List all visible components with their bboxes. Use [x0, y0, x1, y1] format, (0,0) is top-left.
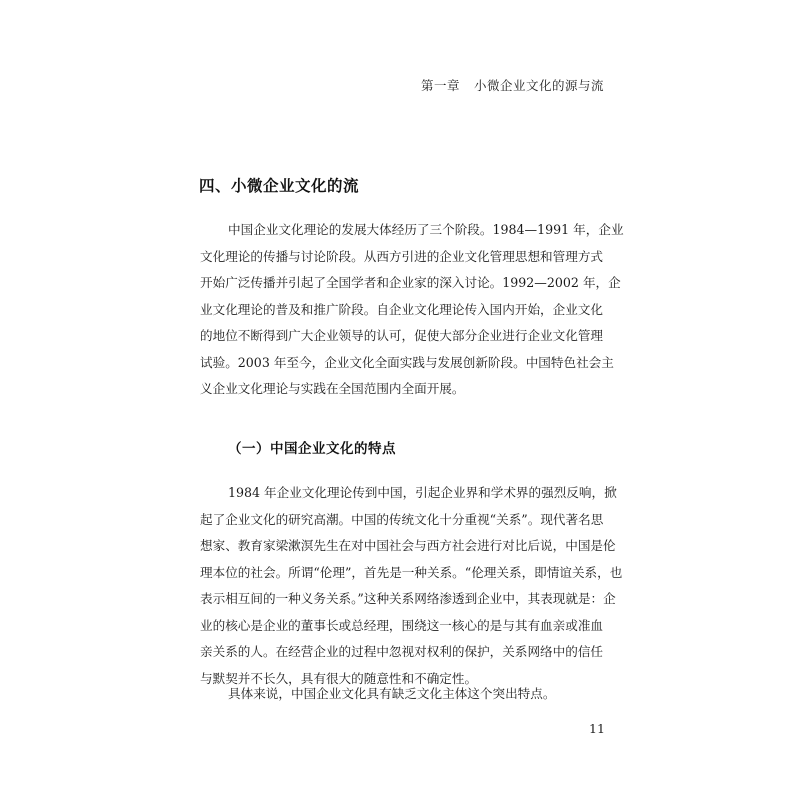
paragraph-line: 义企业文化理论与实践在全国范围内全面开展。: [200, 381, 465, 396]
paragraph-line: 理本位的社会。所谓“伦理”，首先是一种关系。“伦理关系，即情谊关系，也: [200, 564, 623, 580]
paragraph-line: 起了企业文化的研究高潮。中国的传统文化十分重视“关系”。现代著名思: [200, 511, 604, 527]
chapter-title: 小微企业文化的源与流: [473, 78, 604, 93]
paragraph-line: 具体来说，中国企业文化具有缺乏文化主体这个突出特点。: [228, 686, 556, 701]
paragraph-line: 的地位不断得到广大企业领导的认可，促使大部分企业进行企业文化管理: [200, 328, 603, 343]
paragraph-stages: [200, 217, 624, 403]
page-number: 11: [589, 721, 605, 736]
paragraph-line: 试验。2003 年至今，企业文化全面实践与发展创新阶段。中国特色社会主: [200, 354, 614, 370]
paragraph-line: 表示相互间的一种义务关系。”这种关系网络渗透到企业中，其表现就是：企: [200, 591, 616, 606]
running-head: [421, 76, 604, 94]
paragraph-characteristics: [200, 480, 623, 692]
section-heading: 四、小微企业文化的流: [199, 177, 360, 195]
subsection-heading: （一）中国企业文化的特点: [228, 441, 396, 457]
paragraph-line: 中国企业文化理论的发展大体经历了三个阶段。1984—1991 年，企业: [228, 222, 624, 237]
chapter-label: 第一章: [420, 78, 460, 93]
paragraph-line: 开始广泛传播并引起了全国学者和企业家的深入讨论。1992—2002 年，企: [200, 275, 621, 290]
paragraph-summary: [200, 681, 600, 708]
paragraph-line: 想家、教育家梁漱溟先生在对中国社会与西方社会进行对比后说，中国是伦: [200, 538, 616, 553]
paragraph-line: 1984 年企业文化理论传到中国，引起企业界和学术界的强烈反响，掀: [228, 485, 617, 500]
paragraph-line: 亲关系的人。在经营企业的过程中忽视对权利的保护，关系网络中的信任: [200, 644, 603, 659]
paragraph-line: 文化理论的传播与讨论阶段。从西方引进的企业文化管理思想和管理方式: [200, 248, 603, 264]
paragraph-line: 业的核心是企业的董事长或总经理，围绕这一核心的是与其有血亲或准血: [200, 617, 603, 633]
paragraph-line: 与默契并不长久，具有很大的随意性和不确定性。: [200, 670, 478, 686]
paragraph-line: 业文化理论的普及和推广阶段。自企业文化理论传入国内开始，企业文化: [200, 301, 603, 317]
